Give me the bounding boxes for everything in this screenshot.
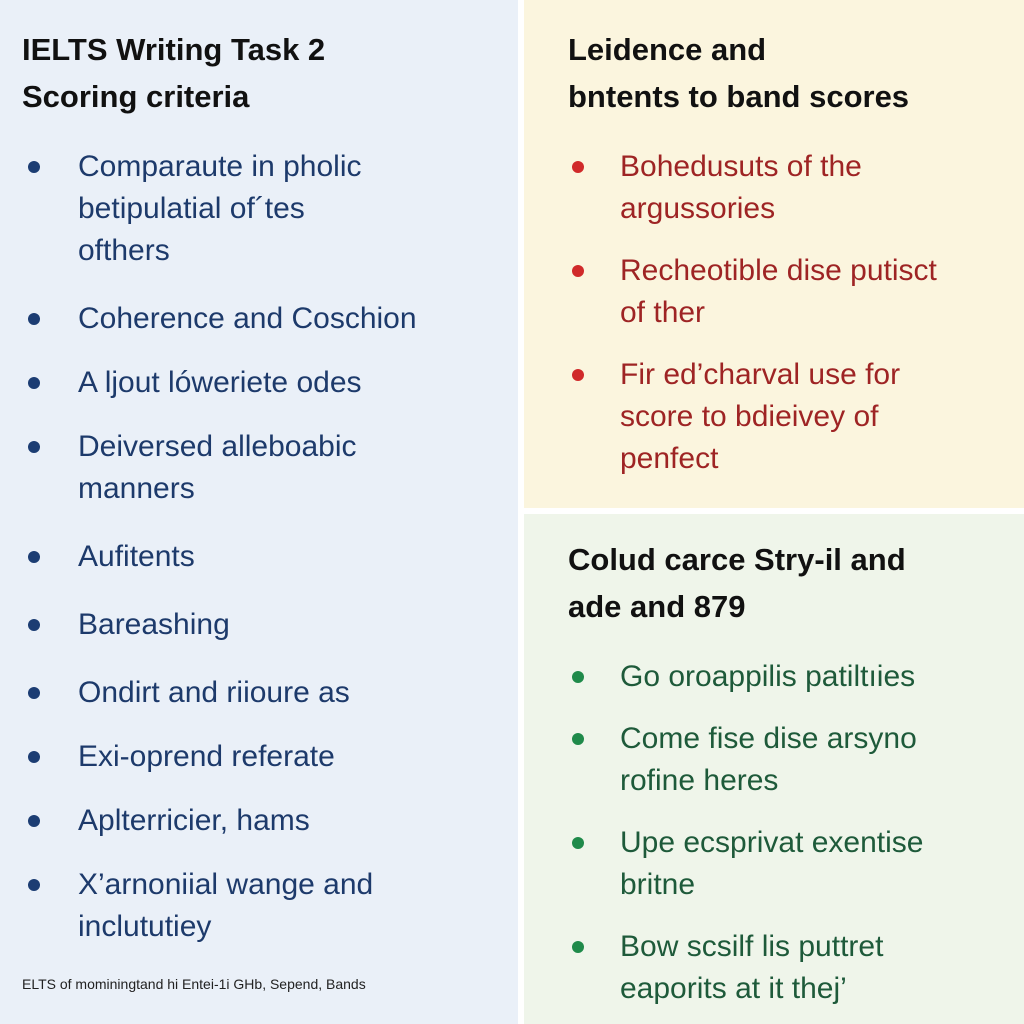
bullet-dot-icon <box>28 815 40 827</box>
list-item: X’arnoniial wange and inclututiey <box>78 864 508 948</box>
list-item: Upe ecsprivat exentise britne <box>620 822 1015 906</box>
bullet-dot-icon <box>28 551 40 563</box>
right-top-list <box>620 146 1015 500</box>
footnote: ELTS of mominingtand hi Entei-1i GHb, Sepend, Bands <box>22 976 366 992</box>
bullet-dot-icon <box>28 441 40 453</box>
right-top-heading-line-2: bntents to band scores <box>568 79 910 114</box>
left-heading-line-2: Scoring criteria <box>22 79 250 114</box>
bullet-dot-icon <box>28 313 40 325</box>
bullet-dot-icon <box>572 941 584 953</box>
right-bottom-panel <box>524 514 1024 1024</box>
bullet-dot-icon <box>28 161 40 173</box>
list-item: Fir ed’charval use for score to bdieivey of penfect <box>620 354 1015 480</box>
bullet-dot-icon <box>28 619 40 631</box>
list-item: Exi-oprend referate <box>78 736 508 778</box>
list-item: Bohedusuts of the argussories <box>620 146 1015 230</box>
left-heading-line-1: IELTS Writing Task 2 <box>22 32 326 67</box>
list-item: Ondirt and riioure as <box>78 672 508 714</box>
list-item: Bareashing <box>78 604 508 646</box>
bullet-dot-icon <box>572 671 584 683</box>
bullet-dot-icon <box>572 265 584 277</box>
list-item: Aplterricier, hams <box>78 800 508 842</box>
bullet-dot-icon <box>572 161 584 173</box>
bullet-dot-icon <box>28 687 40 699</box>
right-bottom-heading <box>568 536 1018 630</box>
list-item: Comparaute in pholic betipulatial of´tes ofthers <box>78 146 508 272</box>
list-item: Come fise dise arsyno rofine heres <box>620 718 1015 802</box>
list-item: Go oroappilis patiltıies <box>620 656 1015 698</box>
bullet-dot-icon <box>28 751 40 763</box>
bullet-dot-icon <box>572 837 584 849</box>
list-item: Coherence and Coschion <box>78 298 508 340</box>
right-top-heading <box>568 26 1018 120</box>
right-top-panel <box>524 0 1024 508</box>
list-item: Recheotible dise putisct of ther <box>620 250 1015 334</box>
list-item: Aufitents <box>78 536 508 578</box>
left-heading <box>22 26 502 120</box>
list-item: A ljout lóweriete odes <box>78 362 508 404</box>
bullet-dot-icon <box>572 733 584 745</box>
list-item: Deiversed alleboabic manners <box>78 426 508 510</box>
right-bottom-list <box>620 656 1015 1024</box>
bullet-dot-icon <box>28 377 40 389</box>
right-bottom-heading-line-1: Colud carce Stry-il and <box>568 542 906 577</box>
right-bottom-heading-line-2: ade and 879 <box>568 589 746 624</box>
list-item: Bow scsilf lis puttret eaporits at it thej’ <box>620 926 1015 1010</box>
bullet-dot-icon <box>28 879 40 891</box>
bullet-dot-icon <box>572 369 584 381</box>
right-top-heading-line-1: Leidence and <box>568 32 767 67</box>
left-criteria-list <box>78 146 508 974</box>
